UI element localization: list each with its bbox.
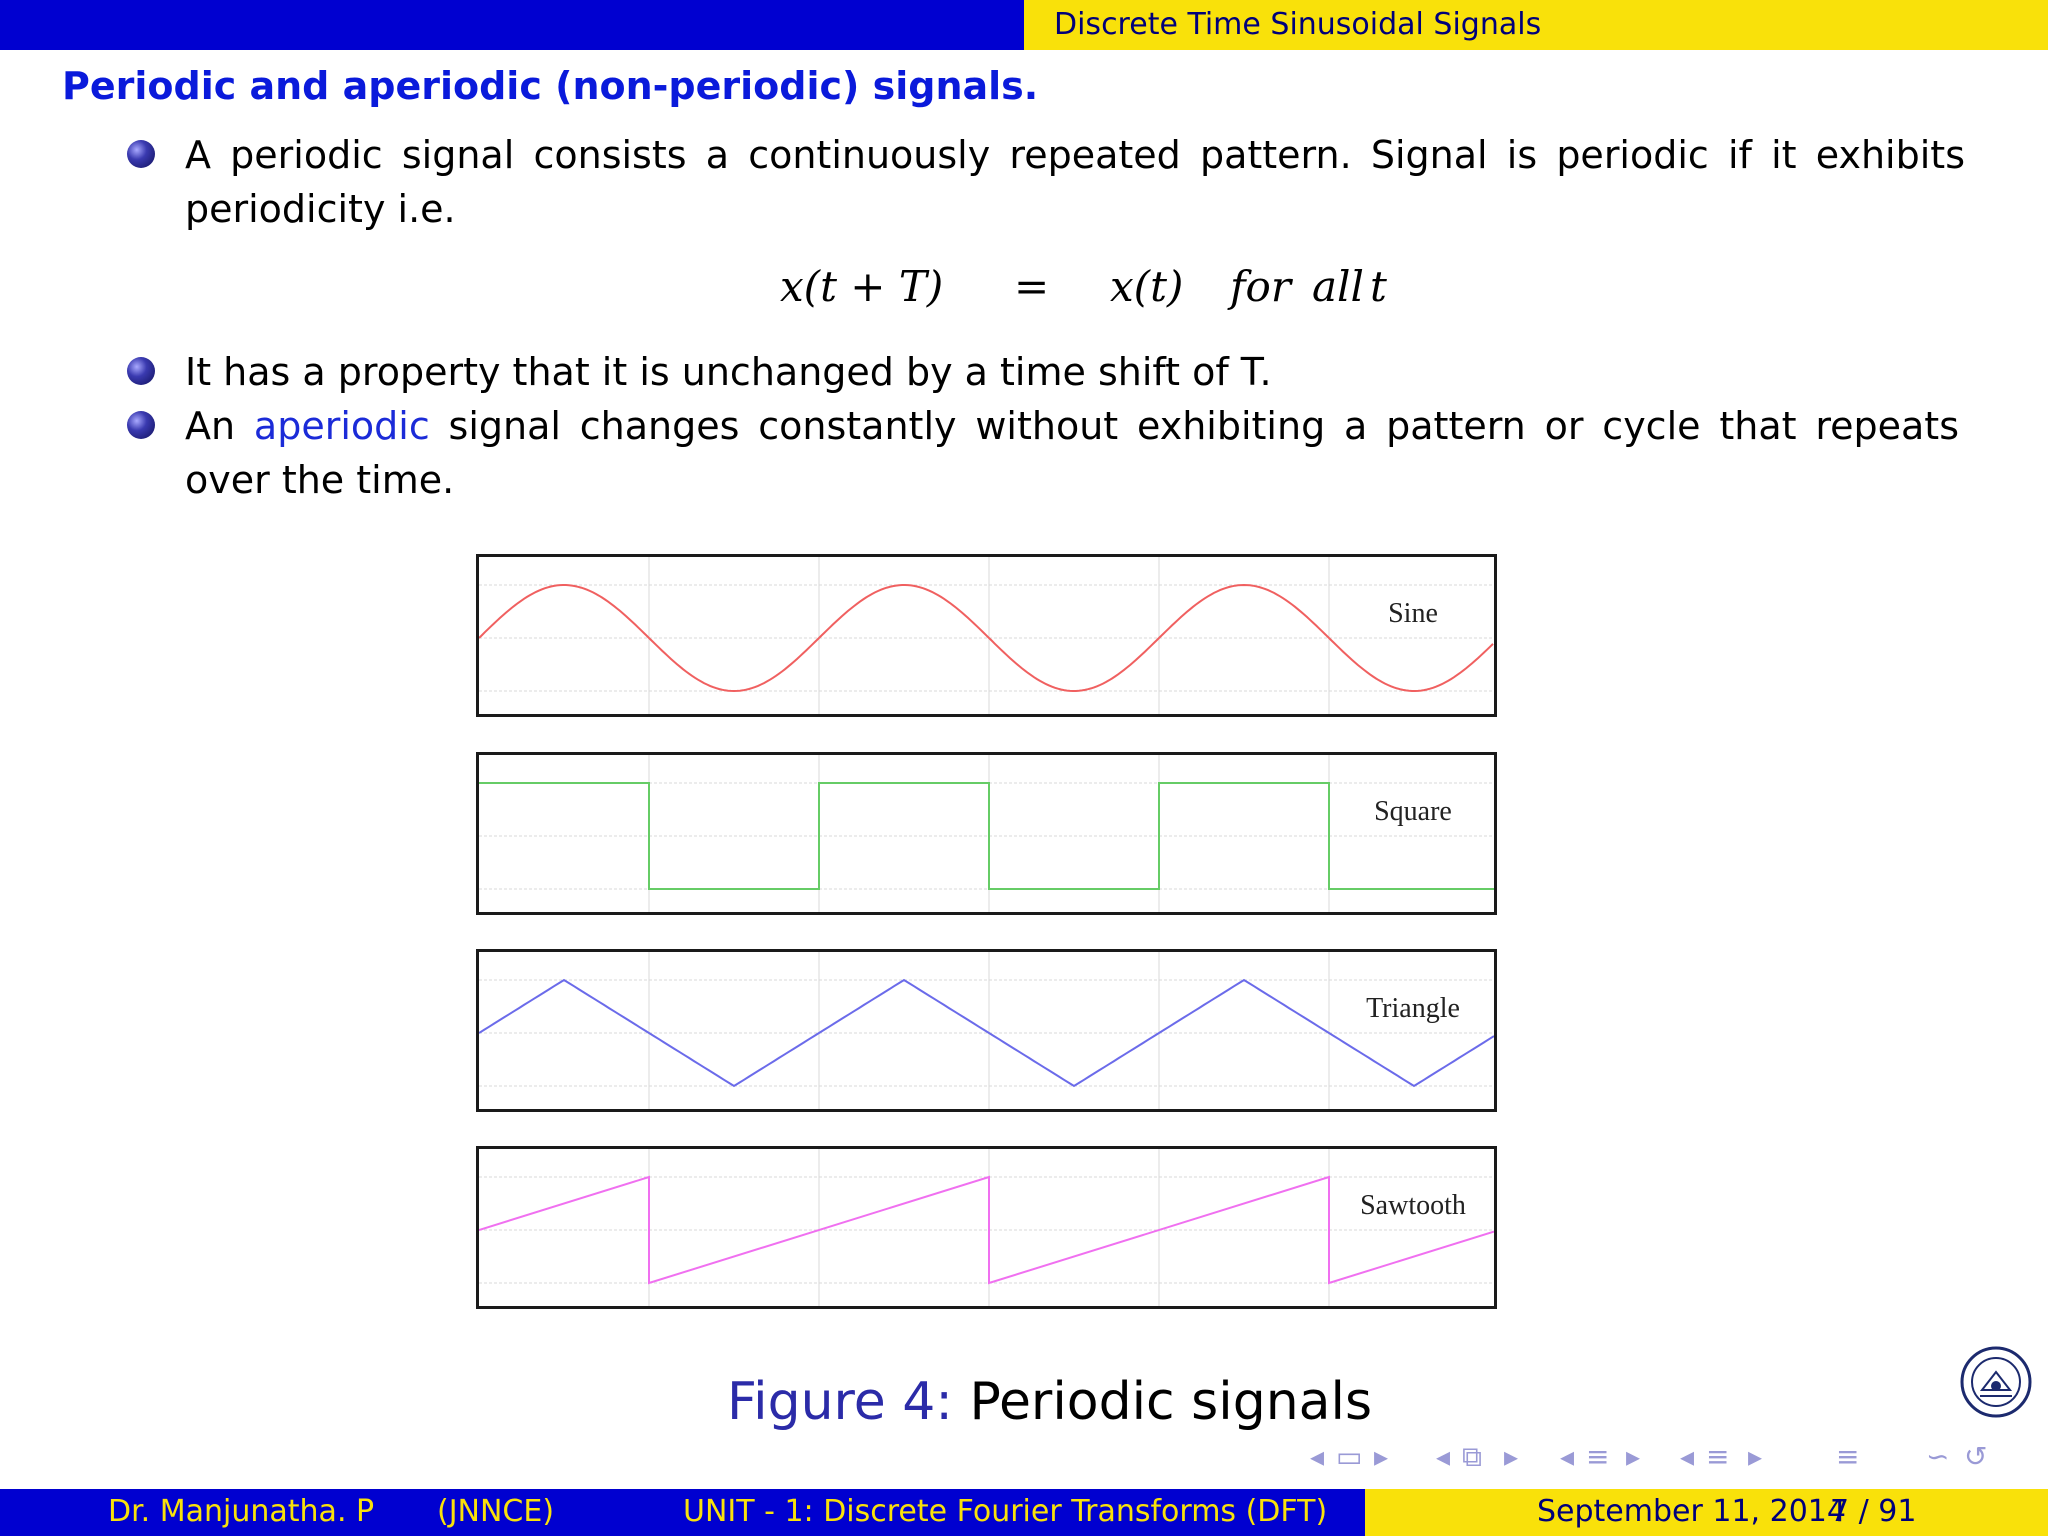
triangle-wave-plot	[479, 952, 1494, 1109]
square-wave-plot	[479, 755, 1494, 912]
bullet-text: It has a property that it is unchanged by a time shift of T.	[185, 350, 1272, 394]
equation-condition-all: all	[1312, 262, 1364, 311]
bullet-text: A periodic signal consists a continuously repeated pattern. Signal is periodic if it exhibits	[185, 133, 1965, 177]
bullet-item-time-shift	[185, 345, 1965, 399]
nav-prev-frame-icon[interactable]: ◂	[1310, 1440, 1325, 1473]
institute-seal-logo	[1960, 1346, 2032, 1418]
footer-date: September 11, 2014	[1537, 1494, 1846, 1529]
nav-next-part-icon[interactable]: ▸	[1748, 1440, 1763, 1473]
sawtooth-wave-panel	[476, 1146, 1497, 1309]
bullet-text-pre: An	[185, 404, 254, 448]
footer-bar	[0, 1489, 2048, 1536]
equation-rhs: x(t)	[1110, 262, 1184, 311]
nav-section-icon[interactable]: ≡	[1586, 1440, 1610, 1473]
figure-caption-text: Periodic signals	[969, 1372, 1373, 1432]
panel-label: Sine	[1388, 598, 1438, 629]
triangle-wave-panel	[476, 949, 1497, 1112]
panel-label: Sawtooth	[1360, 1190, 1466, 1221]
figure-caption-label: Figure 4:	[727, 1372, 953, 1432]
bullet-icon	[127, 411, 155, 439]
bullet-icon	[127, 140, 155, 168]
panel-label: Square	[1374, 796, 1452, 827]
panel-label: Triangle	[1366, 993, 1460, 1024]
figure-caption	[727, 1372, 1372, 1432]
bullet-item-aperiodic	[185, 399, 1965, 507]
equation-condition-var: t	[1370, 262, 1387, 311]
nav-back-forward-icon[interactable]: ∽	[1926, 1440, 1950, 1473]
sine-wave-panel	[476, 554, 1497, 717]
sawtooth-wave-plot	[479, 1149, 1494, 1306]
footer-author: Dr. Manjunatha. P	[108, 1494, 375, 1529]
nav-part-icon[interactable]: ≡	[1706, 1440, 1730, 1473]
bullet-text-post: signal changes constantly without exhibiting a pattern or cycle that repeats	[429, 404, 1959, 448]
footer-institute: (JNNCE)	[437, 1494, 555, 1529]
nav-frame-icon[interactable]: ▭	[1336, 1440, 1363, 1473]
nav-prev-part-icon[interactable]: ◂	[1680, 1440, 1695, 1473]
nav-search-icon[interactable]: ↺	[1964, 1440, 1988, 1473]
bullet-text-continued: over the time.	[185, 458, 455, 502]
equation-equals: =	[1014, 262, 1050, 311]
bullet-icon	[127, 357, 155, 385]
bullet-item-periodic	[185, 128, 1965, 236]
nav-subsection-icon[interactable]: ⧉	[1462, 1440, 1482, 1473]
aperiodic-term: aperiodic	[253, 404, 430, 448]
header-bar	[0, 0, 2048, 50]
footer-page-number: 7 / 91	[1830, 1494, 1917, 1529]
frame-title: Periodic and aperiodic (non-periodic) signals.	[62, 64, 1039, 108]
plot-grid	[479, 1149, 1494, 1306]
header-left-band	[0, 0, 1024, 50]
nav-next-subsection-icon[interactable]: ▸	[1504, 1440, 1519, 1473]
bullet-text-continued: periodicity i.e.	[185, 187, 456, 231]
nav-prev-subsection-icon[interactable]: ◂	[1436, 1440, 1451, 1473]
nav-next-frame-icon[interactable]: ▸	[1374, 1440, 1389, 1473]
nav-prev-section-icon[interactable]: ◂	[1560, 1440, 1575, 1473]
nav-next-section-icon[interactable]: ▸	[1626, 1440, 1641, 1473]
square-wave-panel	[476, 752, 1497, 915]
sine-wave-plot	[479, 557, 1494, 714]
nav-document-icon[interactable]: ≡	[1836, 1440, 1860, 1473]
header-subsection-link[interactable]: Discrete Time Sinusoidal Signals	[1054, 7, 1542, 42]
equation-condition-for: for	[1230, 262, 1291, 311]
equation-lhs: x(t + T)	[780, 262, 944, 311]
footer-unit-title: UNIT - 1: Discrete Fourier Transforms (DFT)	[683, 1494, 1328, 1529]
